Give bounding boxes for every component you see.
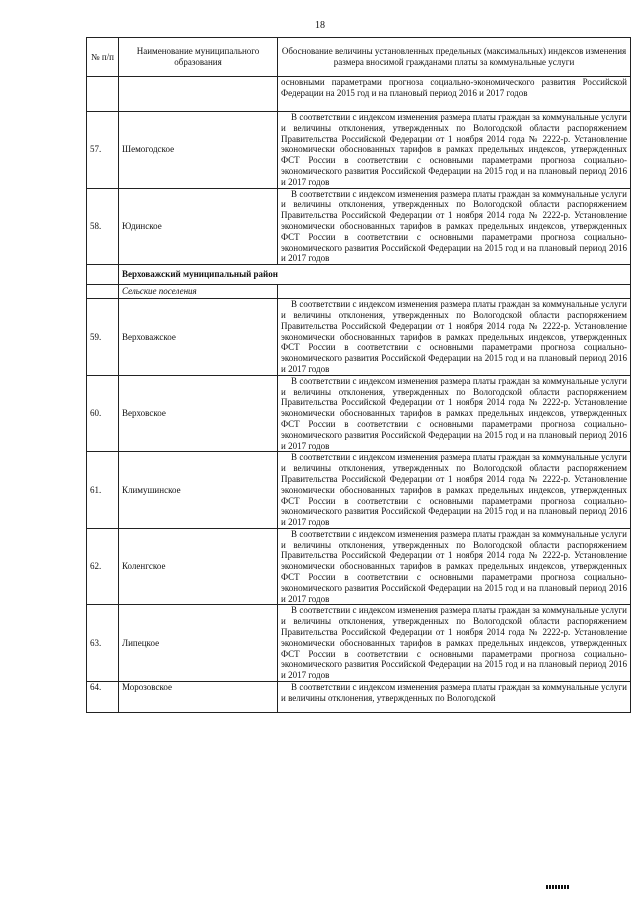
district-name: Верховажский муниципальный район bbox=[119, 265, 631, 285]
table-row bbox=[87, 528, 631, 605]
row-number: 62. bbox=[87, 528, 119, 605]
header-num: № п/п bbox=[87, 38, 119, 77]
row-number: 64. bbox=[87, 682, 119, 713]
table-row bbox=[87, 188, 631, 265]
row-number: 61. bbox=[87, 452, 119, 529]
municipality-name: Коленгское bbox=[119, 528, 278, 605]
tariff-index-table bbox=[86, 37, 631, 713]
row-number: 60. bbox=[87, 375, 119, 452]
basis-text: В соответствии с индексом изменения размера платы граждан за коммунальные услуги и величины отклонения, утвержденных по Вологодской области распоряжением Правительства Российской Федерации от 1 ноября 2014 года № 2222-р. Установление экономически обоснованных тарифов в рамках предельных индексов, утвержденных ФСТ России в соответствии с основными параметрами прогноза социально-экономического развития Российской Федерации на 2015 год и на плановый период 2016 и 2017 годов bbox=[278, 375, 631, 452]
row-number: 59. bbox=[87, 299, 119, 376]
continuation-text: основными параметрами прогноза социально-экономического развития Российской Федерации на 2015 год и на плановый период 2016 и 2017 годов bbox=[278, 77, 631, 112]
table-row bbox=[87, 452, 631, 529]
basis-text: В соответствии с индексом изменения размера платы граждан за коммунальные услуги и величины отклонения, утвержденных по Вологодской области распоряжением Правительства Российской Федерации от 1 ноября 2014 года № 2222-р. Установление экономически обоснованных тарифов в рамках предельных индексов, утвержденных ФСТ России в соответствии с основными параметрами прогноза социально-экономического развития Российской Федерации на 2015 год и на плановый период 2016 и 2017 годов bbox=[278, 299, 631, 376]
municipality-name: Верховажское bbox=[119, 299, 278, 376]
table-row bbox=[87, 605, 631, 682]
row-number: 58. bbox=[87, 188, 119, 265]
table-row-last bbox=[87, 682, 631, 713]
municipality-name: Липецкое bbox=[119, 605, 278, 682]
table-row bbox=[87, 112, 631, 189]
cell-empty bbox=[278, 285, 631, 299]
table-row bbox=[87, 375, 631, 452]
subheading: Сельские поселения bbox=[119, 285, 278, 299]
page-number: 18 bbox=[315, 20, 325, 31]
row-number: 57. bbox=[87, 112, 119, 189]
header-name: Наименование муниципального образования bbox=[119, 38, 278, 77]
municipality-name: Юдинское bbox=[119, 188, 278, 265]
basis-text: В соответствии с индексом изменения размера платы граждан за коммунальные услуги и величины отклонения, утвержденных по Вологодской области распоряжением Правительства Российской Федерации от 1 ноября 2014 года № 2222-р. Установление экономически обоснованных тарифов в рамках предельных индексов, утвержденных ФСТ России в соответствии с основными параметрами прогноза социально-экономического развития Российской Федерации на 2015 год и на плановый период 2016 и 2017 годов bbox=[278, 112, 631, 189]
cell-num bbox=[87, 77, 119, 112]
basis-text: В соответствии с индексом изменения размера платы граждан за коммунальные услуги и величины отклонения, утвержденных по Вологодской области распоряжением Правительства Российской Федерации от 1 ноября 2014 года № 2222-р. Установление экономически обоснованных тарифов в рамках предельных индексов, утвержденных ФСТ России в соответствии с основными параметрами прогноза социально-экономического развития Российской Федерации на 2015 год и на плановый период 2016 и 2017 годов bbox=[278, 605, 631, 682]
row-number: 63. bbox=[87, 605, 119, 682]
basis-text: В соответствии с индексом изменения размера платы граждан за коммунальные услуги и величины отклонения, утвержденных по Вологодской области распоряжением Правительства Российской Федерации от 1 ноября 2014 года № 2222-р. Установление экономически обоснованных тарифов в рамках предельных индексов, утвержденных ФСТ России в соответствии с основными параметрами прогноза социально-экономического развития Российской Федерации на 2015 год и на плановый период 2016 и 2017 годов bbox=[278, 452, 631, 529]
municipality-name: Морозовское bbox=[119, 682, 278, 713]
table-row bbox=[87, 299, 631, 376]
district-row bbox=[87, 265, 631, 285]
municipality-name: Климушинское bbox=[119, 452, 278, 529]
header-basis: Обоснование величины установленных предельных (максимальных) индексов изменения размера вносимой гражданами платы за коммунальные услуги bbox=[278, 38, 631, 77]
basis-text: В соответствии с индексом изменения размера платы граждан за коммунальные услуги и величины отклонения, утвержденных по Вологодской bbox=[278, 682, 631, 713]
municipality-name: Верховское bbox=[119, 375, 278, 452]
table-header-row bbox=[87, 38, 631, 77]
municipality-name: Шемогодское bbox=[119, 112, 278, 189]
subheading-row bbox=[87, 285, 631, 299]
basis-text: В соответствии с индексом изменения размера платы граждан за коммунальные услуги и величины отклонения, утвержденных по Вологодской области распоряжением Правительства Российской Федерации от 1 ноября 2014 года № 2222-р. Установление экономически обоснованных тарифов в рамках предельных индексов, утвержденных ФСТ России в соответствии с основными параметрами прогноза социально-экономического развития Российской Федерации на 2015 год и на плановый период 2016 и 2017 годов bbox=[278, 188, 631, 265]
barcode-mark bbox=[546, 885, 570, 889]
continuation-row bbox=[87, 77, 631, 112]
basis-text: В соответствии с индексом изменения размера платы граждан за коммунальные услуги и величины отклонения, утвержденных по Вологодской области распоряжением Правительства Российской Федерации от 1 ноября 2014 года № 2222-р. Установление экономически обоснованных тарифов в рамках предельных индексов, утвержденных ФСТ России в соответствии с основными параметрами прогноза социально-экономического развития Российской Федерации на 2015 год и на плановый период 2016 и 2017 годов bbox=[278, 528, 631, 605]
cell-name bbox=[119, 77, 278, 112]
cell-num bbox=[87, 285, 119, 299]
cell-num bbox=[87, 265, 119, 285]
